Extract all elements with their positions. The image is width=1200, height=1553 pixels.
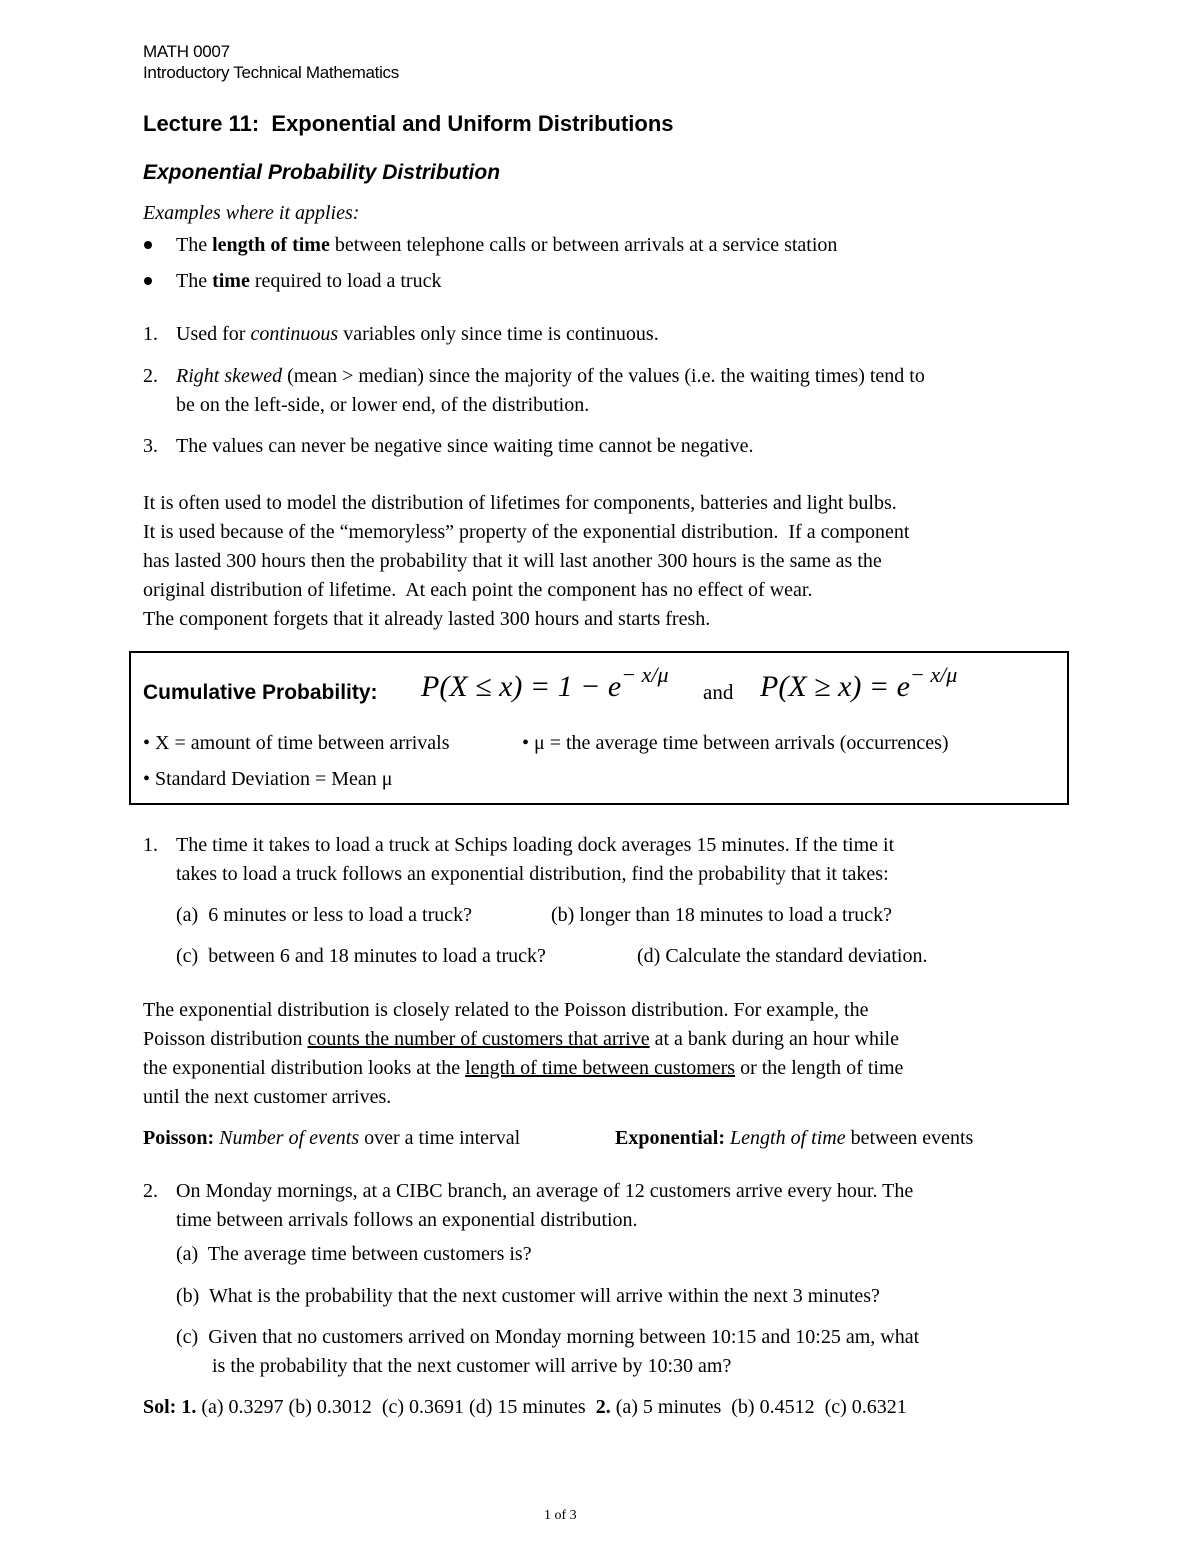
- problem-2-part-c: (c) Given that no customers arrived on Monday morning between 10:15 and 10:25 am, what: [176, 1326, 920, 1348]
- paragraph-line: It is used because of the “memoryless” property of the exponential distribution. If a component: [143, 521, 910, 543]
- formula-greater-equal: $P(X \ge x) = e^{- x/\mu}$: [760, 662, 958, 703]
- definition-mu: • μ = the average time between arrivals (occurrences): [522, 732, 949, 754]
- course-code: MATH 0007: [143, 42, 230, 61]
- problem-1-text: The time it takes to load a truck at Schips loading dock averages 15 minutes. If the time it: [176, 834, 895, 856]
- property-3: The values can never be negative since waiting time cannot be negative.: [176, 435, 754, 457]
- problem-1-part-a: (a) 6 minutes or less to load a truck?: [176, 904, 473, 926]
- bullet-icon: [144, 277, 152, 285]
- property-2-continued: be on the left-side, or lower end, of the distribution.: [176, 394, 590, 416]
- paragraph-line: the exponential distribution looks at the length of time between customers or the length of time: [143, 1057, 904, 1079]
- problem-2-text: On Monday mornings, at a CIBC branch, an average of 12 customers arrive every hour. The: [176, 1180, 914, 1202]
- example-item-2: The time required to load a truck: [176, 270, 442, 292]
- definition-sd: • Standard Deviation = Mean μ: [143, 768, 393, 790]
- problem-1-part-d: (d) Calculate the standard deviation.: [637, 945, 928, 967]
- bullet-icon: [144, 241, 152, 249]
- paragraph-line: until the next customer arrives.: [143, 1086, 392, 1108]
- property-2: Right skewed (mean > median) since the majority of the values (i.e. the waiting times) tend to: [176, 365, 925, 387]
- formula-less-equal: $P(X \le x) = 1 - e^{- x/\mu}$: [421, 662, 669, 703]
- problem-2-part-b: (b) What is the probability that the next customer will arrive within the next 3 minutes?: [176, 1285, 880, 1307]
- problem-2-text: time between arrivals follows an exponential distribution.: [176, 1209, 638, 1231]
- paragraph-line: Poisson distribution counts the number of customers that arrive at a bank during an hour while: [143, 1028, 899, 1050]
- property-1: Used for continuous variables only since time is continuous.: [176, 323, 659, 345]
- lecture-title: Lecture 11: Exponential and Uniform Distributions: [143, 111, 674, 136]
- problem-2-part-c-continued: is the probability that the next customer will arrive by 10:30 am?: [212, 1355, 732, 1377]
- course-name: Introductory Technical Mathematics: [143, 63, 399, 82]
- poisson-comparison: Poisson: Number of events over a time interval: [143, 1127, 521, 1149]
- paragraph-line: The exponential distribution is closely related to the Poisson distribution. For example, the: [143, 999, 869, 1021]
- examples-label: Examples where it applies:: [143, 202, 360, 224]
- box-label: Cumulative Probability:: [143, 681, 378, 704]
- problem-1-part-b: (b) longer than 18 minutes to load a truck?: [551, 904, 893, 926]
- formula-connector: and: [703, 680, 734, 704]
- solutions-line: Sol: 1. (a) 0.3297 (b) 0.3012 (c) 0.3691 (d) 15 minutes 2. (a) 5 minutes (b) 0.4512 (c) 0.6321: [143, 1396, 907, 1418]
- problem-2-part-a: (a) The average time between customers is?: [176, 1243, 532, 1265]
- property-number: 2.: [143, 365, 158, 387]
- problem-1-text: takes to load a truck follows an exponential distribution, find the probability that it takes:: [176, 863, 889, 885]
- paragraph-line: has lasted 300 hours then the probability that it will last another 300 hours is the same as the: [143, 550, 882, 572]
- definition-x: • X = amount of time between arrivals: [143, 732, 450, 754]
- property-number: 1.: [143, 323, 158, 345]
- paragraph-line: original distribution of lifetime. At each point the component has no effect of wear.: [143, 579, 813, 601]
- exponential-comparison: Exponential: Length of time between events: [615, 1127, 974, 1149]
- problem-1-part-c: (c) between 6 and 18 minutes to load a truck?: [176, 945, 546, 967]
- paragraph-line: The component forgets that it already lasted 300 hours and starts fresh.: [143, 608, 711, 630]
- page-number: 1 of 3: [544, 1508, 577, 1523]
- section-title: Exponential Probability Distribution: [143, 161, 501, 184]
- problem-number: 1.: [143, 834, 158, 856]
- paragraph-line: It is often used to model the distribution of lifetimes for components, batteries and light bulbs.: [143, 492, 897, 514]
- example-item-1: The length of time between telephone calls or between arrivals at a service station: [176, 234, 838, 256]
- problem-number: 2.: [143, 1180, 158, 1202]
- property-number: 3.: [143, 435, 158, 457]
